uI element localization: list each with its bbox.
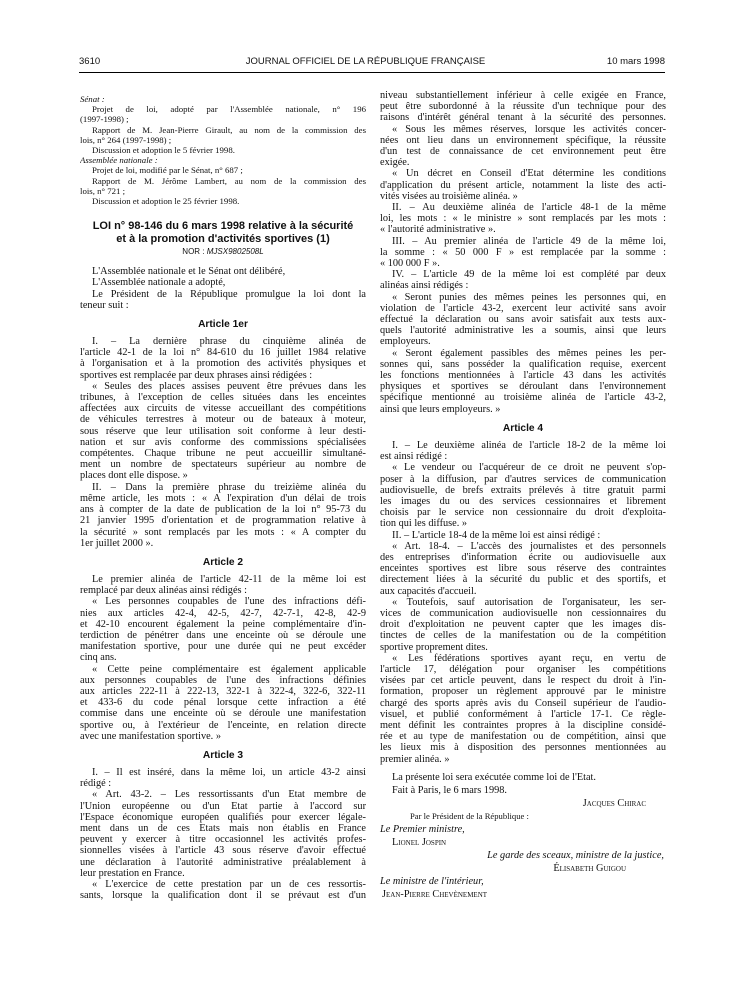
legislative-history xyxy=(80,94,366,206)
text-line: « l'autorité administrative ». xyxy=(380,224,496,236)
article-4-body xyxy=(380,440,666,765)
text-line: est ainsi rédigé : xyxy=(380,451,448,463)
text-line: 21 janvier 1995 d'orientation et de programmation relative à xyxy=(80,515,366,527)
text-line: d'application du présent article, notamment la liste des acti- xyxy=(380,179,666,191)
text-line: « Art. 18-4. – L'accès des journalistes et des personnels xyxy=(392,540,666,552)
text-line: places dont elle dispose. » xyxy=(80,470,188,482)
right-column xyxy=(380,90,666,901)
text-line: chargé des sports après avis du Conseil supérieur de l'audio- xyxy=(380,697,666,709)
justice-minister-title: Le garde des sceaux, ministre de la justice, xyxy=(487,849,664,861)
prime-minister-signature: Lionel Jospin xyxy=(392,836,447,848)
text-line: peut être subordonné à la réussite d'un technique pour des xyxy=(380,101,666,113)
article-3-heading-text: Article 3 xyxy=(202,749,244,761)
article-1-body xyxy=(80,336,366,549)
article-4-heading xyxy=(380,422,666,436)
text-line: Discussion et adoption le 25 février 1998. xyxy=(92,196,240,207)
text-line: L'Assemblée nationale a adopté, xyxy=(92,277,226,289)
text-line: lois, n° 721 ; xyxy=(80,185,126,196)
text-line: visuel, et publié conformément à l'article 17-1. Ce règle- xyxy=(380,708,666,720)
text-line: visées par cet article peuvent, dans le respect du droit à l'in- xyxy=(380,675,666,687)
par-le-president: Par le Président de la République : xyxy=(410,810,529,821)
text-line: « Seront punies des mêmes peines les personnes qui, en xyxy=(392,291,666,303)
prime-minister-title: Le Premier ministre, xyxy=(380,823,465,835)
text-line: spécifique mentionné au troisième alinéa de l'article 43-2, xyxy=(380,392,666,404)
text-line: effectué la déclaration ou sans avoir satisfait aux tests aux- xyxy=(380,314,666,326)
text-line: avec une manifestation sportive. » xyxy=(80,730,221,742)
text-line: ainsi que leurs employeurs. » xyxy=(380,403,501,415)
text-line: l'Union européenne ou d'un Etat partie à l'accord sur xyxy=(80,800,366,812)
text-line: vices de communication audiovisuelle non cessionnaires du xyxy=(380,607,666,619)
text-line: premier alinéa. » xyxy=(380,753,450,765)
article-4-heading-text: Article 4 xyxy=(502,422,544,434)
text-line: audiovisuelle, de brefs extraits prélevés à titre gratuit parmi xyxy=(380,484,666,496)
text-line: exigée. xyxy=(380,157,410,169)
article-2-heading-text: Article 2 xyxy=(202,556,244,568)
text-line: « 100 000 F ». xyxy=(380,258,440,270)
text-line: Rapport de M. Jérôme Lambert, au nom de la commission des xyxy=(92,175,366,186)
text-line: poser à la diffusion, par d'autres services de communication xyxy=(380,473,666,485)
text-line: alinéas ainsi rédigés : xyxy=(380,280,469,292)
text-line: III. – Au premier alinéa de l'article 49 de la même loi, xyxy=(392,235,666,247)
text-line: tion qui les diffuse. » xyxy=(380,518,468,530)
article-2-body xyxy=(80,574,366,742)
text-line: des entreprises d'information écrite ou audiovisuelle aux xyxy=(380,551,666,563)
article-3-heading xyxy=(80,749,366,763)
text-line: la somme : « 50 000 F » est remplacée par la somme : xyxy=(380,246,666,258)
text-line: Rapport de M. Jean-Pierre Girault, au nom de la commission des xyxy=(92,124,366,135)
issue-date: 10 mars 1998 xyxy=(606,56,665,67)
text-line: sportive proprement dites. xyxy=(380,641,488,653)
header-rule xyxy=(79,72,665,73)
text-line: les images du ou des services cessionnaires et librement xyxy=(380,495,666,507)
text-line: sants, lorsque la qualification dont il se prévaut est d'un xyxy=(80,890,366,902)
text-line: « Les fédérations sportives ayant reçu, en vertu de xyxy=(392,652,666,664)
place-and-date: Fait à Paris, le 6 mars 1998. xyxy=(392,784,507,796)
article-1-heading xyxy=(80,318,366,332)
text-line: (1997-1998) ; xyxy=(80,114,129,125)
article-3-continued xyxy=(380,90,666,415)
text-line: ans à compter de la date de publication de la loi n° 95-73 du xyxy=(80,504,366,516)
text-line: choisis par le service non cessionnaire du droit d'exploita- xyxy=(380,507,666,519)
text-line: nies aux articles 42-4, 42-5, 42-7, 42-7-1, 42-8, 42-9 xyxy=(80,607,366,619)
text-line: « Un décret en Conseil d'Etat détermine les conditions xyxy=(392,168,666,180)
text-line: II. – Au deuxième alinéa de l'article 48-1 de la même xyxy=(392,202,666,214)
text-line: aux capacités d'accueil. xyxy=(380,585,477,597)
page-number: 3610 xyxy=(79,56,101,67)
text-line: affectées aux circuits de vitesse accueillant des compétitions xyxy=(80,403,366,415)
execution-formula: La présente loi sera exécutée comme loi de l'Etat. xyxy=(392,771,596,783)
text-line: tribunes, à l'exception de celles situées dans les enceintes xyxy=(80,392,366,404)
text-line: quels l'autorité administrative les a soumis, ainsi que leurs xyxy=(380,325,666,337)
text-line: Assemblée nationale : xyxy=(80,155,158,166)
text-line: « Cette peine complémentaire est également applicable xyxy=(92,663,366,675)
text-line: terdiction de pénétrer dans une enceinte où se déroule une xyxy=(80,629,366,641)
article-3-body xyxy=(80,767,366,901)
interior-minister-title: Le ministre de l'intérieur, xyxy=(380,875,484,887)
text-line: droit d'exploitation ne peuvent capter que les images dis- xyxy=(380,619,666,631)
preamble xyxy=(80,266,366,311)
interior-minister-signature: Jean-Pierre Chevènement xyxy=(382,888,488,900)
text-line: et 433-6 du code pénal lorsque cette infraction a été xyxy=(80,697,366,709)
text-line: aux personnes coupables de l'une des infractions définies xyxy=(80,674,366,686)
text-line: « L'exercice de cette prestation par un de ces ressortis- xyxy=(92,878,366,890)
text-line: sonnes qui, sans posséder la qualification requise, exercent xyxy=(380,358,666,370)
text-line: II. – Dans la première phrase du treizième alinéa du xyxy=(92,481,366,493)
text-line: « Les personnes coupables de l'une des infractions défi- xyxy=(92,596,366,608)
text-line: sportives est remplacée par deux phrases ainsi rédigées : xyxy=(80,369,313,381)
text-line: l'article 42-1 de la loi n° 84-610 du 16 juillet 1984 relative xyxy=(80,347,366,359)
text-line: violation de l'article 43-2, exercent leur activité sans avoir xyxy=(380,302,666,314)
text-line: sportive ou, à l'extérieur de l'enceinte, en relation directe xyxy=(80,719,366,731)
text-line: « Toutefois, sauf autorisation de l'organisateur, les ser- xyxy=(392,596,666,608)
article-2-heading xyxy=(80,556,366,570)
text-line: vités visées au troisième alinéa. » xyxy=(380,190,518,202)
text-line: loi, les mots : « le ministre » sont remplacés par les mots : xyxy=(380,213,666,225)
text-line: I. – Il est inséré, dans la même loi, un article 43-2 ainsi xyxy=(92,766,366,778)
text-line: physiques et sportives se déroulant dans l'environnement xyxy=(380,381,666,393)
text-line: nation et sur avis conforme des commissions spécialisées xyxy=(80,436,366,448)
text-line: aux articles 222-11 à 222-13, 322-1 à 322-4, 322-6, 322-11 xyxy=(80,685,366,697)
text-line: l'Espace économique européen qualifiés pour exercer légale- xyxy=(80,811,366,823)
text-line: et 42-10 encourent également la peine complémentaire d'in- xyxy=(80,618,366,630)
text-line: ment dans un de ces Etats mais non établis en France xyxy=(80,822,366,834)
text-line: « Le vendeur ou l'acquéreur de ce droit ne peuvent s'op- xyxy=(392,462,666,474)
text-line: l'article 17, délégation pour organiser les compétitions xyxy=(380,663,666,675)
text-line: lois, n° 264 (1997-1998) ; xyxy=(80,134,172,145)
text-line: manifestation sportive, pour une durée qui ne peut excéder xyxy=(80,641,366,653)
text-line: ment définit les contraintes propres à la discipline considé- xyxy=(380,719,666,731)
text-line: « Sous les mêmes réserves, lorsque les activités concer- xyxy=(392,123,666,135)
text-line: raisons d'intérêt général tenant à la sécurité des personnes. xyxy=(380,112,666,124)
text-line: sous réserve que leur utilisation soit conforme à leur desti- xyxy=(80,425,366,437)
page-header xyxy=(0,56,731,70)
text-line: formation, proposer un règlement approuvé par le ministre xyxy=(380,686,666,698)
text-line: L'Assemblée nationale et le Sénat ont délibéré, xyxy=(92,266,286,278)
text-line: II. – L'article 18-4 de la même loi est ainsi rédigé : xyxy=(392,529,601,541)
text-line: rée et au type de manifestation ou de compétition, ainsi que xyxy=(380,731,666,743)
text-line: Projet de loi, modifié par le Sénat, n° 687 ; xyxy=(92,165,243,176)
text-line: à l'organisation et à la promotion des activités physiques et xyxy=(80,358,366,370)
text-line: Discussion et adoption le 5 février 1998. xyxy=(92,145,235,156)
text-line: 1er juillet 2000 ». xyxy=(80,537,154,549)
text-line: sionnelles visées à l'article 43 sous réserve d'avoir effectué xyxy=(80,845,366,857)
text-line: Sénat : xyxy=(80,94,105,104)
text-line: teneur suit : xyxy=(80,299,129,311)
nor-label: NOR : xyxy=(182,247,205,257)
text-line: même article, les mots : « A l'expiration d'un délai de trois xyxy=(80,492,366,504)
text-line: enceintes sportives est libre sous réserve des contraintes xyxy=(380,563,666,575)
text-line: peuvent y exercer à titre occasionnel les activités profes- xyxy=(80,834,366,846)
text-line: employeurs. xyxy=(380,336,431,348)
text-line: commise dans une enceinte où se déroule une manifestation xyxy=(80,708,366,720)
text-line: I. – La dernière phrase du cinquième alinéa de xyxy=(92,336,366,348)
text-line: une déclaration à l'autorité administrative préalablement à xyxy=(80,856,366,868)
text-line: la sécurité » sont remplacés par les mots : « A compter du xyxy=(80,526,366,538)
text-line: les lieux mis à disposition des personnes mentionnées au xyxy=(380,742,666,754)
text-line: Le premier alinéa de l'article 42-11 de la même loi est xyxy=(92,573,366,585)
text-line: nées ont lieu dans un environnement spécifique, la réussite xyxy=(380,134,666,146)
text-line: « Seules des places assises peuvent être prévues dans les xyxy=(92,380,366,392)
journal-title: JOURNAL OFFICIEL DE LA RÉPUBLIQUE FRANÇAISE xyxy=(245,56,486,67)
text-line: niveau substantiellement inférieur à celle exigée en France, xyxy=(380,90,666,101)
text-line: ment un nombre de spectateurs supérieur au nombre de xyxy=(80,459,366,471)
law-title-line-2: et à la promotion d'activités sportives (1) xyxy=(116,233,330,246)
left-column xyxy=(80,94,366,901)
text-line: de véhicules terrestres à moteur ou de bateaux à moteur, xyxy=(80,414,366,426)
text-line: tinctes de celles de la manifestation ou de la compétition xyxy=(380,630,666,642)
article-1-heading-text: Article 1er xyxy=(198,319,248,331)
text-line: compétentes. Chaque tribune ne peut accueillir simultané- xyxy=(80,448,366,460)
text-line: les fonctions mentionnées à l'article 43 dans les activités xyxy=(380,370,666,382)
text-line: Le Président de la République promulgue la loi dont la xyxy=(92,288,366,300)
text-line: leur prestation en France. xyxy=(80,867,185,879)
text-line: « Art. 43-2. – Les ressortissants d'un Etat membre de xyxy=(92,789,366,801)
text-line: Projet de loi, adopté par l'Assemblée nationale, n° 196 xyxy=(92,104,366,115)
text-line: remplacé par deux alinéas ainsi rédigés : xyxy=(80,585,247,597)
text-line: IV. – L'article 49 de la même loi est complété par deux xyxy=(392,269,666,281)
justice-minister-signature: Élisabeth Guigou xyxy=(553,862,626,874)
text-line: rédigé : xyxy=(80,778,112,790)
president-signature: Jacques Chirac xyxy=(582,797,646,809)
nor-code: MJSX9802508L xyxy=(206,247,264,257)
text-line: d'un test de connaissance de cet environnement peut être xyxy=(380,146,666,158)
text-line: « Seront également passibles des mêmes peines les per- xyxy=(392,347,666,359)
nor-reference xyxy=(80,246,366,258)
text-line: directement liées à la sécurité du public et des sportifs, et xyxy=(380,574,666,586)
law-title-line-1: LOI n° 98-146 du 6 mars 1998 relative à la sécurité xyxy=(92,220,354,233)
text-line: I. – Le deuxième alinéa de l'article 18-2 de la même loi xyxy=(392,439,666,451)
text-line: cinq ans. xyxy=(80,652,117,664)
